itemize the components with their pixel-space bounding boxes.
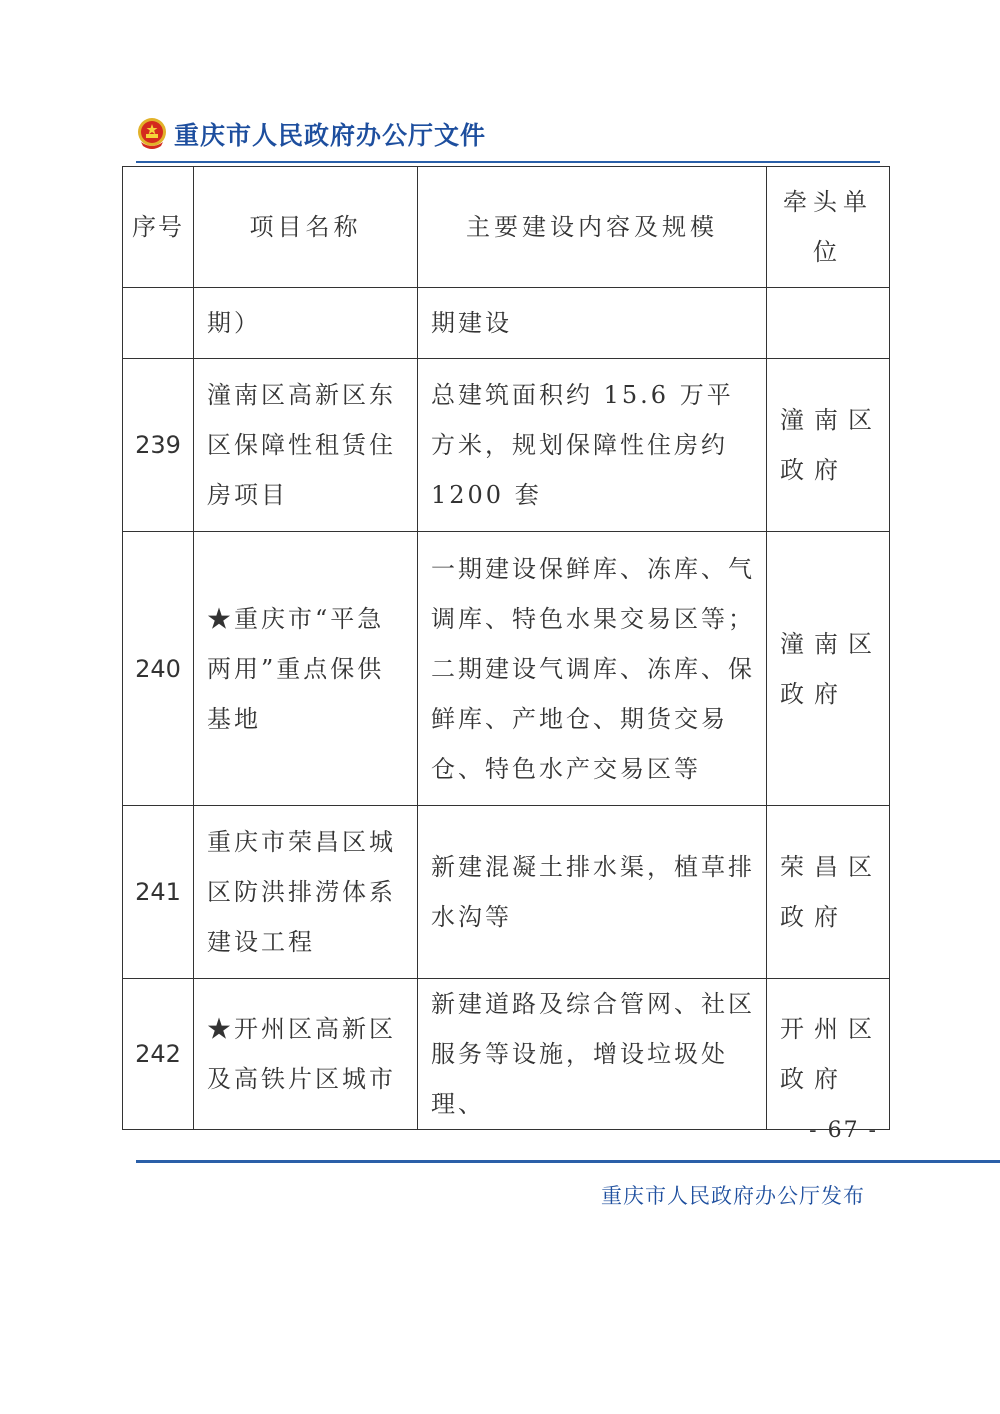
column-header-content: 主要建设内容及规模 — [418, 167, 767, 288]
project-content: 新建道路及综合管网、社区服务等设施，增设垃圾处理、 — [418, 979, 767, 1130]
row-number: 239 — [123, 359, 194, 532]
project-content: 新建混凝土排水渠，植草排水沟等 — [418, 806, 767, 979]
row-number: 241 — [123, 806, 194, 979]
project-content: 总建筑面积约 15.6 万平方米，规划保障性住房约 1200 套 — [418, 359, 767, 532]
table-header-row — [123, 167, 890, 288]
table-row — [123, 288, 890, 359]
row-number: 242 — [123, 979, 194, 1130]
document-header — [136, 112, 486, 156]
lead-unit — [767, 288, 890, 359]
header-title: 重庆市人民政府办公厅文件 — [174, 121, 487, 150]
column-header-name: 项目名称 — [194, 167, 418, 288]
table-row — [123, 979, 890, 1130]
page-number: - 67 - — [809, 1118, 878, 1143]
project-content: 一期建设保鲜库、冻库、气调库、特色水果交易区等；二期建设气调库、冻库、保鲜库、产地仓、期货交易仓、特色水产交易区等 — [418, 532, 767, 806]
lead-unit: 潼南区政府 — [767, 532, 890, 806]
column-header-unit: 牵头单位 — [767, 167, 890, 288]
header-divider — [136, 161, 880, 163]
project-name: ★开州区高新区及高铁片区城市 — [194, 979, 418, 1130]
lead-unit: 荣昌区政府 — [767, 806, 890, 979]
footer-divider — [136, 1160, 1000, 1163]
project-name: ★重庆市“平急两用”重点保供基地 — [194, 532, 418, 806]
row-number — [123, 288, 194, 359]
table-row — [123, 806, 890, 979]
projects-table — [122, 166, 890, 1130]
column-header-number: 序号 — [123, 167, 194, 288]
project-name: 期） — [194, 288, 418, 359]
lead-unit: 潼南区政府 — [767, 359, 890, 532]
lead-unit: 开州区政府 — [767, 979, 890, 1130]
project-name: 潼南区高新区东区保障性租赁住房项目 — [194, 359, 418, 532]
footer-publisher: 重庆市人民政府办公厅发布 — [601, 1184, 865, 1208]
project-content: 期建设 — [418, 288, 767, 359]
table-row — [123, 532, 890, 806]
row-number: 240 — [123, 532, 194, 806]
table-row — [123, 359, 890, 532]
project-name: 重庆市荣昌区城区防洪排涝体系建设工程 — [194, 806, 418, 979]
national-emblem-icon — [136, 116, 168, 152]
